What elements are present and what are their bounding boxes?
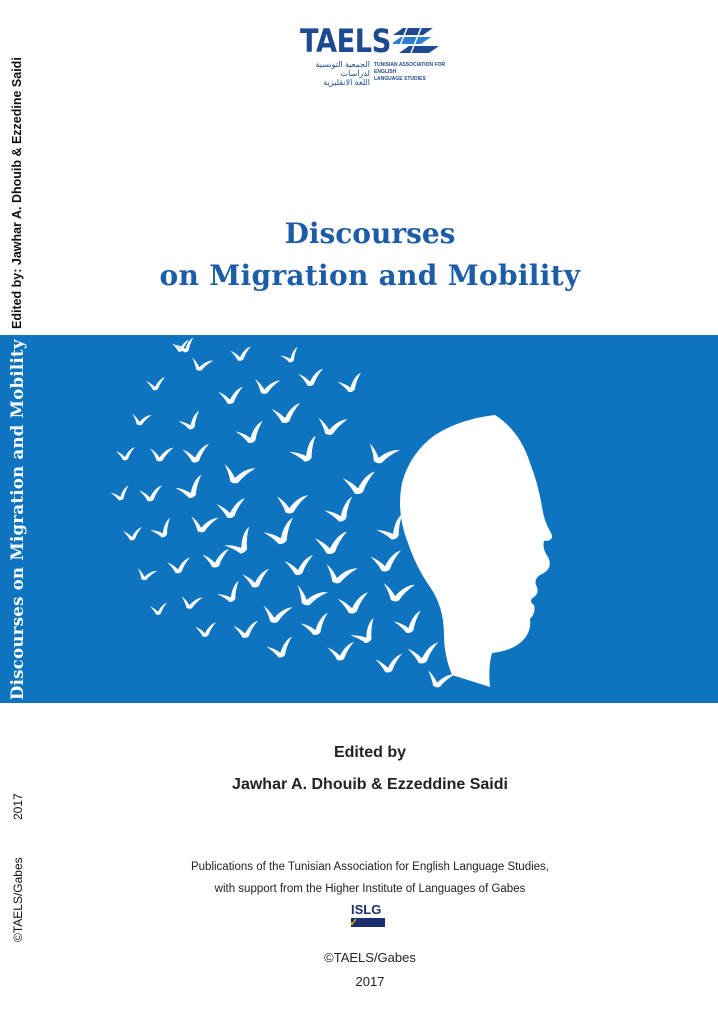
logo-arabic-name: الجمعية التونسية لدراسات اللغة الانقليزية	[315, 60, 370, 87]
logo-diamond-icon	[393, 26, 441, 56]
title-line-2: on Migration and Mobility	[159, 259, 581, 292]
publication-note	[0, 856, 718, 900]
publication-line-2: with support from the Higher Institute of Languages of Gabes	[214, 883, 526, 895]
birds-head-illustration	[40, 335, 718, 703]
islg-wordmark: ISLG	[351, 902, 382, 917]
publication-year: 2017	[355, 974, 385, 989]
edited-by-label: Edited by	[333, 744, 406, 761]
editors-names: Jawhar A. Dhouib & Ezzeddine Saidi	[232, 776, 508, 793]
taels-logo	[298, 22, 448, 87]
publication-line-1: Publications of the Tunisian Association for English Language Studies,	[190, 861, 549, 873]
title-line-1: Discourses	[284, 217, 456, 250]
islg-check-icon: ✓	[349, 917, 359, 929]
spine-year: 2017	[11, 793, 25, 820]
logo-english-name: TUNISIAN ASSOCIATION FOR ENGLISH LANGUAGE STUDIES	[374, 62, 446, 82]
copyright: ©TAELS/Gabes	[324, 950, 416, 965]
book-title	[0, 214, 718, 298]
spine-copyright: ©TAELS/Gabes	[11, 857, 25, 942]
spine-editors: Edited by: Jawhar A. Dhouib & Ezzedine Saidi	[10, 57, 24, 329]
logo-wordmark: TAELS	[300, 22, 391, 60]
spine-title: Discourses on Migration and Mobility	[8, 339, 27, 700]
islg-logo	[349, 902, 389, 932]
